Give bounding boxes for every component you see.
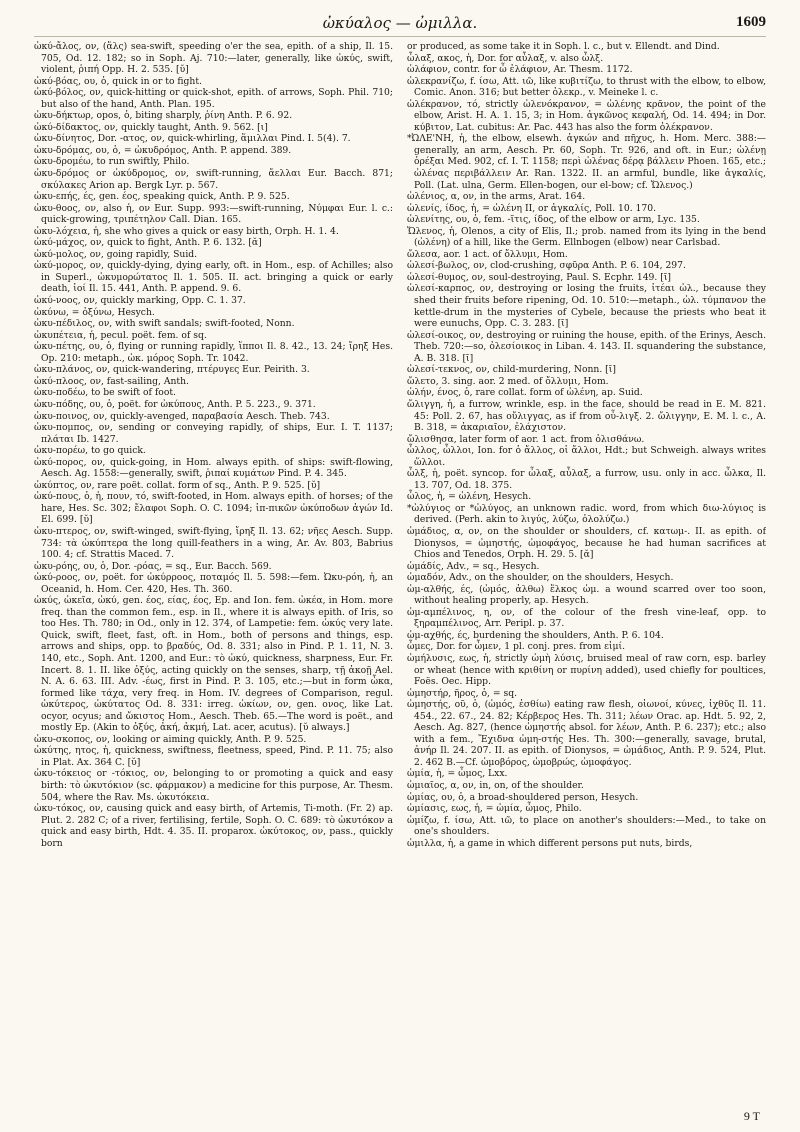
dictionary-entry: ὠμιαῖος, α, ον, in, on, of the shoulder.: [407, 780, 584, 791]
dictionary-entry: or produced, as some take it in Soph. l. c., but v. Ellendt. and Dind.: [407, 41, 720, 52]
right-column: [407, 41, 766, 1101]
dictionary-entry: ὠμάδίς, Adv., = sq., Hesych.: [407, 560, 540, 572]
dictionary-entry: *ὠλύγιος or *ὠλύγος, an unknown radic. word, from which διω-λύγιος is derived. (Perh. akin to λιγύς, λύζω, ὀλολύζω.): [407, 502, 766, 526]
dictionary-entry: ὠκυ-τόκειος or -τόκιος, ον, belonging to or promoting a quick and easy birth: τὸ ὠκυτόκιον (sc. φάρμακον) a medicine for this purpose, Ar. Thesm. 504, where the Rav. Ms. ὠκυτόκεια.: [34, 768, 393, 803]
dictionary-entry: ὠκύ-βόλος, ον, quick-hitting or quick-shot, epith. of arrows, Soph. Phil. 710; but also of the hand, Anth. Plan. 195.: [34, 87, 393, 110]
dictionary-entry: ὠκύ-πλοος, ον, fast-sailing, Anth.: [34, 375, 189, 387]
dictionary-entry: ὠκυ-πτερος, ον, swift-winged, swift-flying, ἴρηξ Il. 13. 62; νῆες Aesch. Supp. 734: τὰ ὠκύπτερα the long quill-feathers in a wing, Ar. Av. 803, Babrius 100. 4; cf. Strattis Maced. 7.: [34, 525, 393, 561]
dictionary-page: [34, 14, 766, 1124]
dictionary-entry: ὤλισθησα, later form of aor. 1 act. from ὀλισθάνω.: [407, 433, 645, 445]
dictionary-entry: ὠκυ-σκοπος, ον, looking or aiming quickly, Anth. P. 9. 525.: [34, 733, 307, 745]
dictionary-entry: ὠκύνω, = ὀξύνω, Hesych.: [34, 306, 155, 318]
dictionary-entry: ὠλενίς, ίδος, ἡ, = ὠλένη II, or ἀγκαλίς, Poll. 10. 170.: [407, 202, 656, 214]
dictionary-entry: ὠκυ-δρόμας, ου, ὁ, = ὠκυδρόμος, Anth. P. append. 389.: [34, 144, 292, 156]
dictionary-entry: ὦλος, ἡ, = ὠλένη, Hesych.: [407, 491, 532, 503]
dictionary-entry: ὠμάδιος, α, ον, on the shoulder or shoulders, cf. κατωμ-. II. as epith. of Dionysos, = ὠμηστής, ὠμοφάγος, because he had human sacrifices at Chios and Tenedos, Orph. H. 29. 5. [ᾰ]: [407, 525, 766, 561]
dictionary-entry: ὠλέκρανον, τό, strictly ὠλενόκρανον, = ὠλένης κρᾶνον, the point of the elbow, Arist. H. A. 1. 15, 3; in Hom. ἀγκῶνος κεφαλή, Od. 14. 494; in Dor. κύβιτον, Lat. cubitus: Ar. Pac. 443 has also the form ὀλέκρανον.: [407, 98, 766, 133]
dictionary-entry: ὠκυπέτεια, ἡ, pecul. poët. fem. of sq.: [34, 329, 207, 341]
dictionary-entry: ὠκύ-νοος, ον, quickly marking, Opp. C. 1. 37.: [34, 295, 246, 307]
dictionary-entry: ὠκυ-πέδιλος, ον, with swift sandals; swift-footed, Nonn.: [34, 318, 295, 330]
dictionary-entry: ὠμίασις, εως, ἡ, = ὠμία, ὦμος, Philo.: [407, 803, 582, 815]
dictionary-entry: ὠκύς, ὠκεῖα, ὠκύ, gen. έος, είας, έος, Ep. and Ion. fem. ὠκέα, in Hom. more freq. than the common fem., esp. in Il., where it is always epith. of Iris, so too Hes. Th. 780; in Od., only in 12. 374, of Lampetie: fem. ὠκύς very late. Quick, swift, fleet, fast, oft. in Hom., both of persons and things, esp. arrows and ships, opp. to βραδύς, Od. 8. 331; also in Pind. P. 1. 11, N. 3. 140, etc., Soph. Ant. 1200, and Eur.: τὸ ὠκύ, quickness, sharpness, Eur. Fr. Incert. 8. 1. II. like ὀξύς, acting quickly on the senses, sharp, τῇ ἀκοῇ Ael. N. A. 6. 63. III. Adv. -έως, first in Pind. P. 3. 105, etc.;—but in form ὦκα, formed like τάχα, very freq. in Hom. IV. degrees of Comparison, regul. ὠκύτερος, ὠκύτατος Od. 8. 331: irreg. ὠκίων, ον, gen. ονος, like Lat. ocyor, ocyus; and ὤκιστος Hom., Aesch. Theb. 65.—The word is poët., and mostly Ep. (Akin to ὀξύς, ἀκή, ἀκμή, Lat. acer, acutus). [ῠ always.]: [34, 595, 393, 734]
dictionary-entry: ὠμιλλα, ἡ, a game in which different persons put nuts, birds,: [407, 837, 693, 849]
dictionary-entry: ὠλένιος, α, ον, in the arms, Arat. 164.: [407, 191, 586, 203]
dictionary-entry: ὠκυ-δρομέω, to run swiftly, Philo.: [34, 156, 190, 168]
dictionary-entry: ὦλλος, ὦλλοι, Ion. for ὁ ἄλλος, οἱ ἄλλοι, Hdt.; but Schweigh. always writes ὥλλοι.: [407, 445, 766, 468]
dictionary-entry: ὦμες, Dor. for ὦμεν, 1 pl. conj. pres. from εἰμί.: [407, 641, 626, 653]
dictionary-entry: ὠλάφιον, contr. for ὦ ἐλάφιον, Ar. Thesm. 1172.: [407, 64, 633, 76]
page-header: [34, 14, 766, 37]
running-head: ὠκύαλος — ὠμιλλα.: [322, 14, 478, 32]
dictionary-entry: ὠκύπτος, ον, rare poët. collat. form of sq., Anth. P. 9. 525. [ῠ]: [34, 479, 321, 491]
dictionary-entry: ὠλενίτης, ου, ὁ, fem. -ῖτις, ίδος, of the elbow or arm, Lyc. 135.: [407, 214, 700, 226]
dictionary-entry: ὠκυ-ποδέω, to be swift of foot.: [34, 387, 176, 399]
dictionary-entry: ὠκύ-δίδακτος, ον, quickly taught, Anth. 9. 562. [ι]: [34, 121, 268, 133]
dictionary-entry: ὠλήν, ένος, ὁ, rare collat. form of ὠλένη, ap. Suid.: [407, 387, 643, 399]
dictionary-entry: ὠμίζω, f. ίσω, Att. ιῶ, to place on another's shoulders:—Med., to take on one's shoulders.: [407, 814, 766, 838]
dictionary-entry: ὠμίας, ου, ὁ, a broad-shouldered person, Hesych.: [407, 791, 639, 803]
dictionary-entry: ὠλεκρανίζω, f. ίσω, Att. ιῶ, like κυβιτίζω, to thrust with the elbow, to elbow, Comic. Anon. 316; but better ὀλεκρ., v. Meineke l. c.: [407, 75, 766, 99]
dictionary-entry: ὠκυ-πορέω, to go quick.: [34, 445, 146, 457]
dictionary-entry: ὠκύ-ροος, ον, poët. for ὠκύρροος, ποταμός Il. 5. 598:—fem. Ὠκυ-ρόη, ἡ, an Oceanid, h. Hom. Cer. 420, Hes. Th. 360.: [34, 572, 393, 595]
dictionary-entry: ὠκυ-ποινος, ον, quickly-avenged, παραβασία Aesch. Theb. 743.: [34, 410, 330, 422]
dictionary-entry: ὠμ-αχθής, ές, burdening the shoulders, Anth. P. 6. 104.: [407, 629, 664, 641]
dictionary-entry: ὠλεσί-καρπος, ον, destroying or losing the fruits, ἰτέαι ὠλ., because they shed their fruits before ripening, Od. 10. 510:—metaph., ὠλ. τύμπανον the kettle-drum in the mysteries of Cybele, because the priests who beat it were eunuchs, Opp. C. 3. 283. [ῑ]: [407, 283, 766, 330]
dictionary-entry: ὠκύ-βόας, ου, ὁ, quick in or to fight.: [34, 75, 202, 87]
signature-mark: 9 T: [743, 1109, 760, 1123]
dictionary-entry: ὠμηστής, οῦ, ὁ, (ὠμός, ἐσθίω) eating raw flesh, οἰωνοί, κύνες, ἰχθῦς Il. 11. 454., 22. 67., 24. 82; Κέρβερος Hes. Th. 311; λέων Orac. ap. Hdt. 5. 92, 2, Aesch. Ag. 827, (hence ὠμηστής absol. for λέων, Anth. P. 6. 237); etc.; also with a fem., Ἔχιδνα ὠμη-στής Hes. Th. 300:—generally, savage, brutal, ἀνήρ Il. 24. 207. II. as epith. of Dionysos, = ὠμάδιος, Anth. P. 9. 524, Plut. 2. 462 B.—Cf. ὠμοβόρος, ὠμοβρώς, ὠμοφάγος.: [407, 699, 766, 768]
dictionary-entry: ὠκύ-ἄλος, ον, (ἅλς) sea-swift, speeding o'er the sea, epith. of a ship, Il. 15. 705, Od. 12. 182; so in Soph. Aj. 710:—later, generally, like ὠκύς, swift, violent, ῥιπή Opp. H. 2. 535. [ῠ]: [34, 41, 393, 76]
dictionary-entry: ὠκυ-ρόης, ου, ὁ, Dor. -ρόας, = sq., Eur. Bacch. 569.: [34, 560, 272, 572]
dictionary-entry: ὠκυ-δήκτωρ, opos, ὁ, biting sharply, ῥίνη Anth. P. 6. 92.: [34, 110, 293, 122]
dictionary-entry: ὠλεσί-τεκνος, ον, child-murdering, Nonn. [ῑ]: [407, 364, 616, 376]
dictionary-entry: ὠκύ-πορος, ον, quick-going, in Hom. always epith. of ships: swift-flowing, Aesch. Ag. 1558:—generally, swift, ῥιπαί κυμάτων Pind. P. 4. 345.: [34, 456, 393, 480]
dictionary-entry: ὠκυ-θοος, ον, also ἡ, ον Eur. Supp. 993:—swift-running, Νύμφαι Eur. l. c.: quick-growing, τριπέτηλον Call. Dian. 165.: [34, 202, 393, 226]
dictionary-entry: ὠμήλυσις, εως, ἡ, strictly ὠμὴ λύσις, bruised meal of raw corn, esp. barley or wheat (hence with κριθίνη or πυρίνη added), used chiefly for poultices, Foës. Oec. Hipp.: [407, 652, 766, 688]
dictionary-entry: ὠκύ-πους, ὁ, ἡ, πουν, τό, swift-footed, in Hom. always epith. of horses; of the hare, Hes. Sc. 302; ἔλαφοι Soph. O. C. 1094; ἱπ-πικῶν ὠκύποδων ἀγών Id. El. 699. [ῠ]: [34, 491, 393, 526]
dictionary-entry: ὦλαξ, ακος, ἡ, Dor. for αὖλαξ, v. also ὦλξ.: [407, 52, 604, 64]
dictionary-entry: ὠλεσί-βωλος, ον, clod-crushing, σφῦρα Anth. P. 6. 104, 297.: [407, 260, 686, 272]
dictionary-entry: ὤλιγγη, ἡ, a furrow, wrinkle, esp. in the face, should be read in E. M. 821. 45: Poll. 2. 67, has οὔλιγγας, as if from οὖ-λιγξ. 2. ὤλιγγην, E. M. l. c., A. B. 318, = ἀκαριαῖον, ἐλάχιστον.: [407, 398, 766, 434]
dictionary-entry: *ὨΛΕ'ΝΗ, ἡ, the elbow, elsewh. ἀγκών and πῆχυς, h. Hom. Merc. 388:—generally, an arm, Aesch. Pr. 60, Soph. Tr. 926, and oft. in Eur.; ὠλένῃ ὀρέξαι Med. 902, cf. I. T. 1158; περὶ ὠλένας δέρᾳ βάλλειν Phoen. 165, etc.; ὠλένας περιβάλλειν Ar. Ran. 1322. II. an armful, bundle, like ἀγκαλίς, Poll. (Lat. ulna, Germ. Ellen-bogen, our el-bow; cf. Ὤλενος.): [407, 133, 766, 191]
dictionary-entry: ὠμία, ἡ, = ὦμος, Lxx.: [407, 768, 508, 780]
dictionary-entry: ὤλετο, 3. sing. aor. 2 med. of ὄλλυμι, Hom.: [407, 375, 609, 387]
dictionary-entry: Ὤλενος, ἡ, Olenos, a city of Elis, Il.; prob. named from its lying in the bend (ὠλένη) of a hill, like the Germ. Ellnbogen (elbow) near Carlsbad.: [407, 225, 766, 249]
left-column: [34, 41, 393, 1101]
dictionary-entry: ὠμ-αλθής, ές, (ὠμός, ἀλθω) ἕλκος ὠμ. a wound scarred over too soon, without healing properly, ap. Hesych.: [407, 583, 766, 607]
dictionary-entry: ὠμαδόν, Adv., on the shoulder, on the shoulders, Hesych.: [407, 572, 674, 584]
dictionary-entry: ὠκύ-μάχος, ον, quick to fight, Anth. P. 6. 132. [ᾰ]: [34, 237, 262, 249]
dictionary-entry: ὠμηστήρ, ῆρος, ὁ, = sq.: [407, 687, 517, 699]
dictionary-entry: ὠλεσί-οικος, ον, destroying or ruining the house, epith. of the Erinys, Aesch. Theb. 720:—so, ὀλεσίοικος in Liban. 4. 143. II. squandering the substance, A. B. 318. [ῑ]: [407, 329, 766, 364]
dictionary-entry: ὠκύ-μολος, ον, going rapidly, Suid.: [34, 248, 198, 260]
dictionary-entry: ὠκύ-μορος, ον, quickly-dying, dying early, oft. in Hom., esp. of Achilles; also in Superl., ὠκυμορώτατος Il. 1. 505. II. act. bringing a quick or early death, ἰοί Il. 15. 441, Anth. P. append. 9. 6.: [34, 260, 393, 295]
dictionary-entry: ὠμ-αμπέλινος, η, ον, of the colour of the fresh vine-leaf, opp. to ξηραμπέλινος, Arr. Peripl. p. 37.: [407, 606, 766, 630]
dictionary-entry: ὦλξ, ἡ, poët. syncop. for ὦλαξ, αὖλαξ, a furrow, usu. only in acc. ὦλκα, Il. 13. 707, Od. 18. 375.: [407, 468, 766, 491]
dictionary-entry: ὠκυ-πομπος, ον, sending or conveying rapidly, of ships, Eur. I. T. 1137; πλάται Ib. 1427.: [34, 422, 393, 445]
dictionary-entry: ὠκυ-δίνητος, Dor. -ατος, ον, quick-whirling, ἅμιλλαι Pind. I. 5(4). 7.: [34, 133, 351, 145]
dictionary-entry: ὠκυ-πλάνος, ον, quick-wandering, πτέρυγες Eur. Peirith. 3.: [34, 364, 310, 376]
dictionary-entry: ὠκυ-λόχεια, ἡ, she who gives a quick or easy birth, Orph. H. 1. 4.: [34, 225, 339, 237]
dictionary-entry: ὠκυ-δρόμος or ὠκύδρομος, ον, swift-running, ἄελλαι Eur. Bacch. 871; σκύλακες Arion ap. Bergk Lyr. p. 567.: [34, 168, 393, 191]
page-number: 1609: [736, 14, 766, 30]
dictionary-entry: ὠκύτης, ητος, ἡ, quickness, swiftness, fleetness, speed, Pind. P. 11. 75; also in Plat. Ax. 364 C. [ῠ]: [34, 745, 393, 768]
dictionary-entry: ὠκυ-τόκος, ον, causing quick and easy birth, of Artemis, Ti-moth. (Fr. 2) ap. Plut. 2. 282 C; of a river, fertilising, fertile, Soph. O. C. 689: τὸ ὠκυτόκον a quick and easy birth, Hdt. 4. 35. II. proparox. ὠκύτοκος, ον, pass., quickly born: [34, 803, 393, 849]
dictionary-entry: ὤλεσα, aor. 1 act. of ὄλλυμι, Hom.: [407, 248, 568, 260]
dictionary-entry: ὠλεσί-θυμος, ον, soul-destroying, Paul. S. Ecphr. 149. [ῑ]: [407, 271, 672, 283]
dictionary-entry: ὠκυ-επής, ές, gen. έος, speaking quick, Anth. P. 9. 525.: [34, 191, 290, 203]
dictionary-entry: ὠκυ-πόδης, ου, ὁ, poët. for ὠκύπους, Anth. P. 5. 223., 9. 371.: [34, 398, 316, 410]
dictionary-entry: ὠκυ-πέτης, ου, ὁ, flying or running rapidly, ἵπποι Il. 8. 42., 13. 24; ἴρηξ Hes. Op. 210: metaph., ὠκ. μόρος Soph. Tr. 1042.: [34, 341, 393, 364]
